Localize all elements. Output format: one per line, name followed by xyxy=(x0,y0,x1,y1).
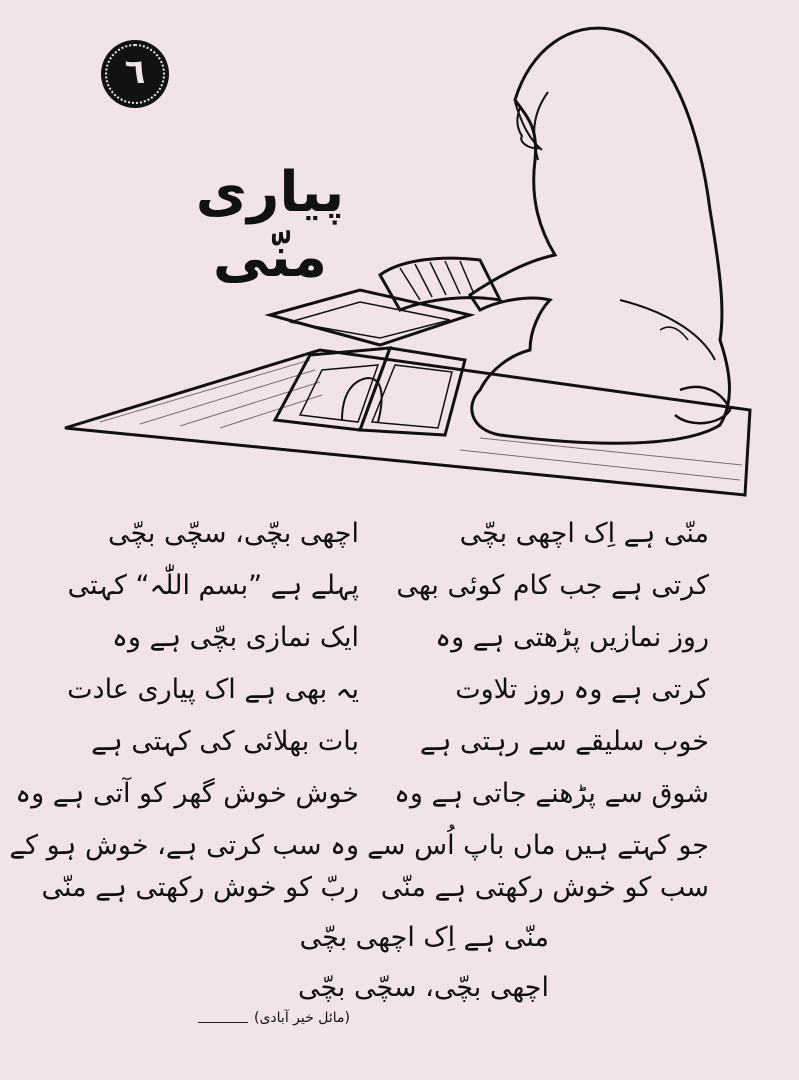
poem-line: ربّ کو خوش رکھتی ہے منّی xyxy=(41,872,359,903)
page-number: ٦ xyxy=(124,52,146,92)
credit-rule xyxy=(198,1014,248,1023)
poem-line: سب کو خوش رکھتی ہے منّی xyxy=(380,872,709,903)
poem-line: بات بھلائی کی کہتی ہے xyxy=(91,726,359,757)
poem-line: کرتی ہے وہ روز تلاوت xyxy=(455,674,709,705)
poet-name: (مائل خیر آبادی) xyxy=(254,1010,350,1026)
girl-reading-illustration xyxy=(60,10,760,500)
open-book xyxy=(380,258,500,310)
poet-credit xyxy=(198,1010,350,1026)
poem-line: منّی ہے اِک اچھی بچّی xyxy=(459,518,709,549)
poem-line: جو کہتے ہیں ماں باپ اُس سے xyxy=(367,830,709,861)
poem-line: یہ بھی ہے اک پیاری عادت xyxy=(67,674,359,705)
poem-line: کرتی ہے جب کام کوئی بھی xyxy=(396,570,709,601)
girl-figure xyxy=(470,28,729,443)
poem-line: اچھی بچّی، سچّی بچّی xyxy=(107,518,359,549)
prayer-mat xyxy=(65,350,750,495)
poem-title: پیاری منّی xyxy=(195,160,345,290)
poem-line: خوب سلیقے سے رہتی ہے xyxy=(419,726,709,757)
poem-line: ایک نمازی بچّی ہے وہ xyxy=(112,622,359,653)
poem-line: وہ سب کرتی ہے، خوش ہو کے xyxy=(9,830,359,861)
poem-line: خوش خوش گھر کو آتی ہے وہ xyxy=(15,778,359,809)
poem-line: پہلے ہے ”بسم اللّٰہ“ کہتی xyxy=(67,570,359,601)
poem-refrain-line: اچھی بچّی، سچّی بچّی xyxy=(297,972,549,1003)
poem-line: شوق سے پڑھنے جاتی ہے وہ xyxy=(394,778,709,809)
poem-refrain-line: منّی ہے اِک اچھی بچّی xyxy=(299,922,549,953)
poem-line: روز نمازیں پڑھتی ہے وہ xyxy=(435,622,709,653)
